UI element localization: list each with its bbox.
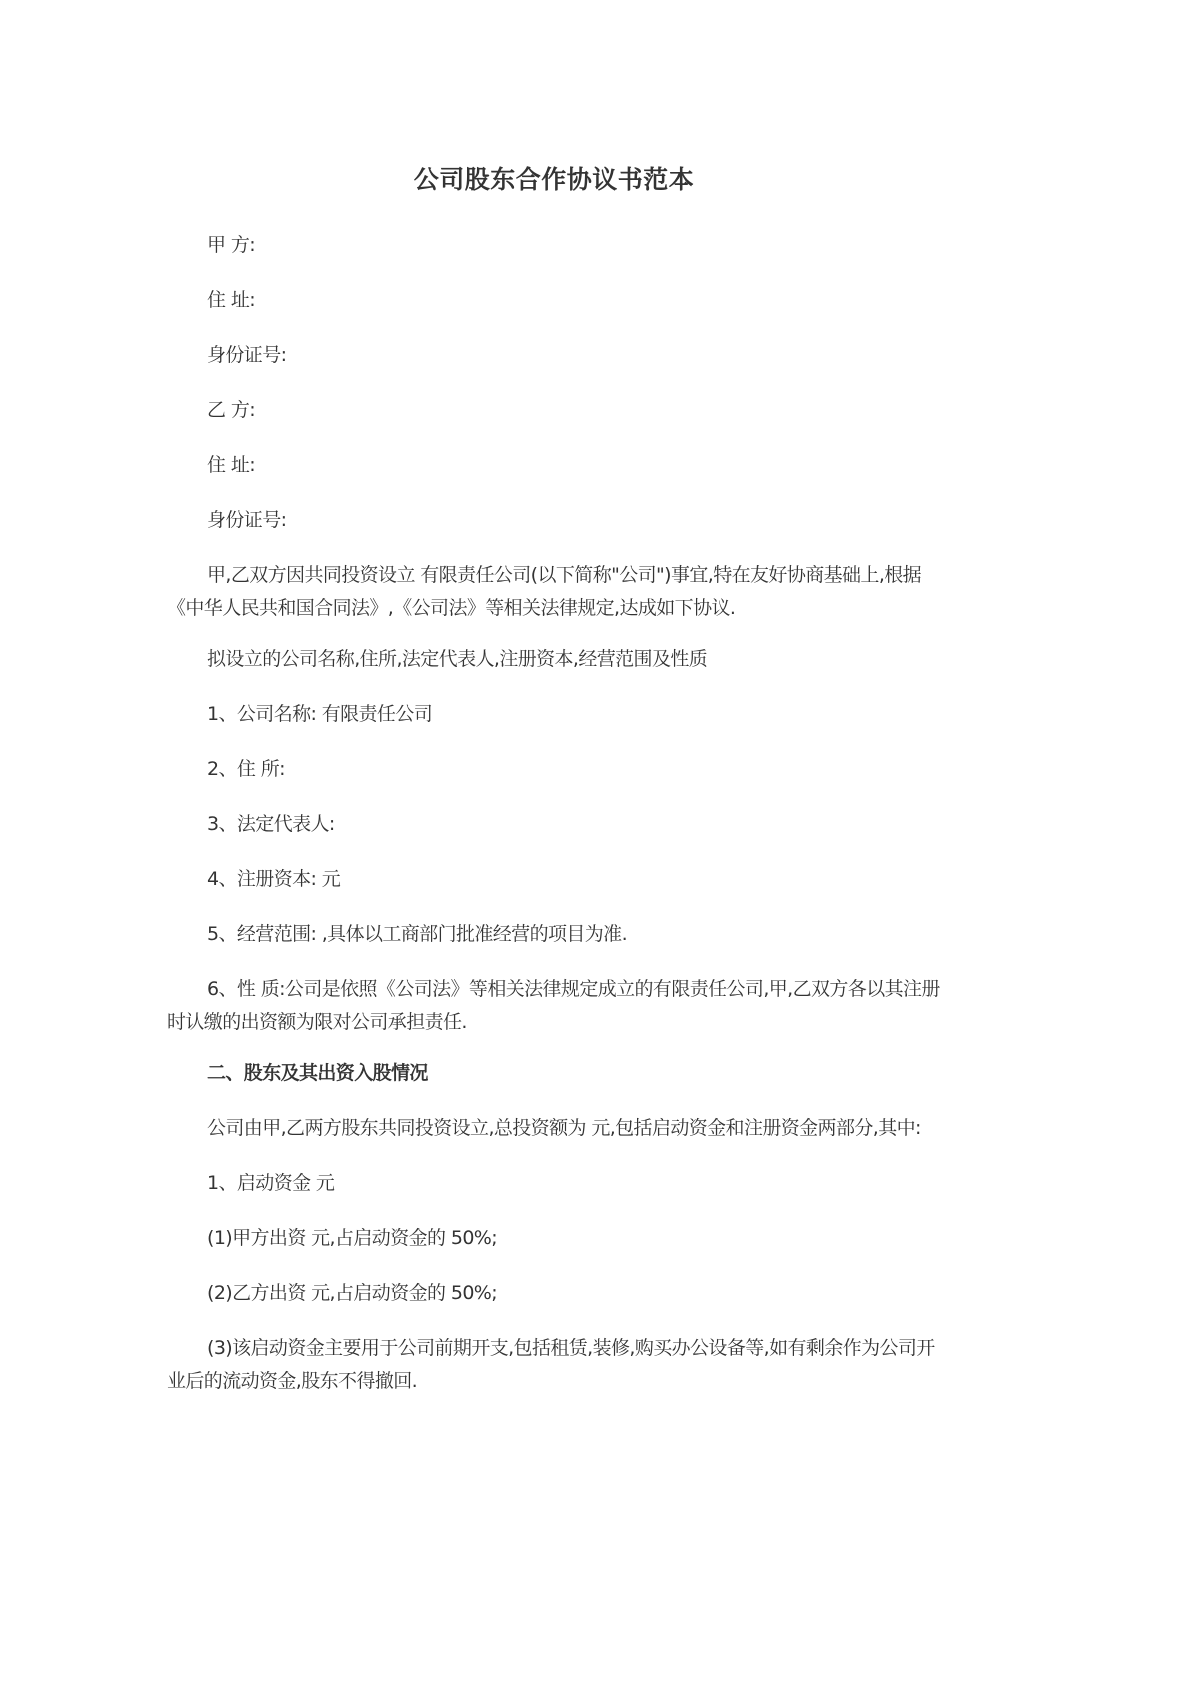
party-b-id-label: 身份证号: (207, 509, 287, 531)
section-heading-shareholders: 二、股东及其出资入股情况 (207, 1062, 428, 1084)
section-intro: 拟设立的公司名称,住所,法定代表人,注册资本,经营范围及性质 (207, 648, 708, 670)
party-b-contribution: (2)乙方出资 元,占启动资金的 50%; (207, 1282, 498, 1304)
startup-capital-usage: (3)该启动资金主要用于公司前期开支,包括租赁,装修,购买办公设备等,如有剩余作为公司开业后的流动资金,股东不得撤回. (167, 1337, 935, 1392)
clause-business-scope: 5、经营范围: ,具体以工商部门批准经营的项目为准. (207, 923, 628, 945)
party-a-address-label: 住 址: (207, 289, 256, 311)
party-a-contribution: (1)甲方出资 元,占启动资金的 50%; (207, 1227, 498, 1249)
party-b-label: 乙 方: (207, 399, 256, 421)
party-a-id-label: 身份证号: (207, 344, 287, 366)
clause-nature: 6、性 质:公司是依照《公司法》等相关法律规定成立的有限责任公司,甲,乙双方各以其注册时认缴的出资额为限对公司承担责任. (167, 978, 940, 1033)
party-b-address-label: 住 址: (207, 454, 256, 476)
clause-company-name: 1、公司名称: 有限责任公司 (207, 703, 433, 725)
document-title: 公司股东合作协议书范本 (413, 165, 695, 194)
party-a-label: 甲 方: (207, 234, 256, 256)
investment-paragraph: 公司由甲,乙两方股东共同投资设立,总投资额为 元,包括启动资金和注册资金两部分,其中: (207, 1117, 921, 1139)
clause-domicile: 2、住 所: (207, 758, 285, 780)
clause-registered-capital: 4、注册资本: 元 (207, 868, 341, 890)
startup-capital-item: 1、启动资金 元 (207, 1172, 335, 1194)
preamble-paragraph: 甲,乙双方因共同投资设立 有限责任公司(以下简称"公司")事宜,特在友好协商基础上,根据《中华人民共和国合同法》,《公司法》等相关法律规定,达成如下协议. (167, 564, 922, 619)
clause-legal-rep: 3、法定代表人: (207, 813, 335, 835)
